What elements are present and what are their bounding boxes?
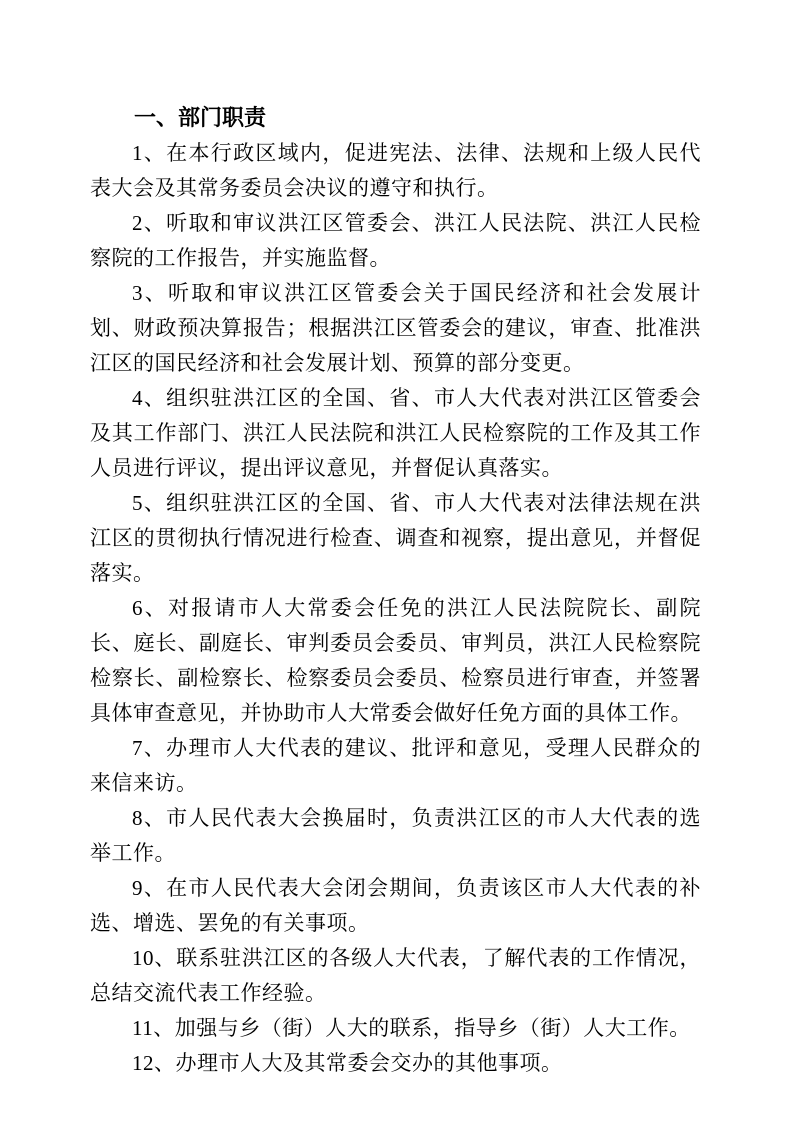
paragraph-duty-8: 8、市人民代表大会换届时，负责洪江区的市人大代表的选举工作。: [90, 806, 701, 865]
paragraph-duty-1: 1、在本行政区域内，促进宪法、法律、法规和上级人民代表大会及其常务委员会决议的遵守和执行。: [90, 141, 701, 200]
document-content: [90, 100, 701, 1081]
paragraph-duty-12: 12、办理市人大及其常委会交办的其他事项。: [132, 1051, 563, 1075]
paragraph-duty-4: 4、组织驻洪江区的全国、省、市人大代表对洪江区管委会及其工作部门、洪江人民法院和洪江人民检察院的工作及其工作人员进行评议，提出评议意见，并督促认真落实。: [90, 386, 701, 480]
paragraph-duty-3: 3、听取和审议洪江区管委会关于国民经济和社会发展计划、财政预决算报告；根据洪江区管委会的建议，审查、批准洪江区的国民经济和社会发展计划、预算的部分变更。: [90, 281, 701, 375]
paragraph-duty-7: 7、办理市人大代表的建议、批评和意见，受理人民群众的来信来访。: [90, 736, 701, 795]
paragraph-duty-10: 10、联系驻洪江区的各级人大代表，了解代表的工作情况，总结交流代表工作经验。: [90, 946, 701, 1005]
paragraph-duty-6: 6、对报请市人大常委会任免的洪江人民法院院长、副院长、庭长、副庭长、审判委员会委员、审判员，洪江人民检察院检察长、副检察长、检察委员会委员、检察员进行审查，并签署具体审查意见，并协助市人大常委会做好任免方面的具体工作。: [90, 596, 701, 725]
paragraph-duty-2: 2、听取和审议洪江区管委会、洪江人民法院、洪江人民检察院的工作报告，并实施监督。: [90, 211, 701, 270]
paragraph-duty-11: 11、加强与乡（街）人大的联系，指导乡（街）人大工作。: [132, 1016, 691, 1040]
document-heading: 一、部门职责: [134, 105, 267, 130]
paragraph-duty-9: 9、在市人民代表大会闭会期间，负责该区市人大代表的补选、增选、罢免的有关事项。: [90, 876, 701, 935]
paragraph-duty-5: 5、组织驻洪江区的全国、省、市人大代表对法律法规在洪江区的贯彻执行情况进行检查、调查和视察，提出意见，并督促落实。: [90, 491, 701, 585]
